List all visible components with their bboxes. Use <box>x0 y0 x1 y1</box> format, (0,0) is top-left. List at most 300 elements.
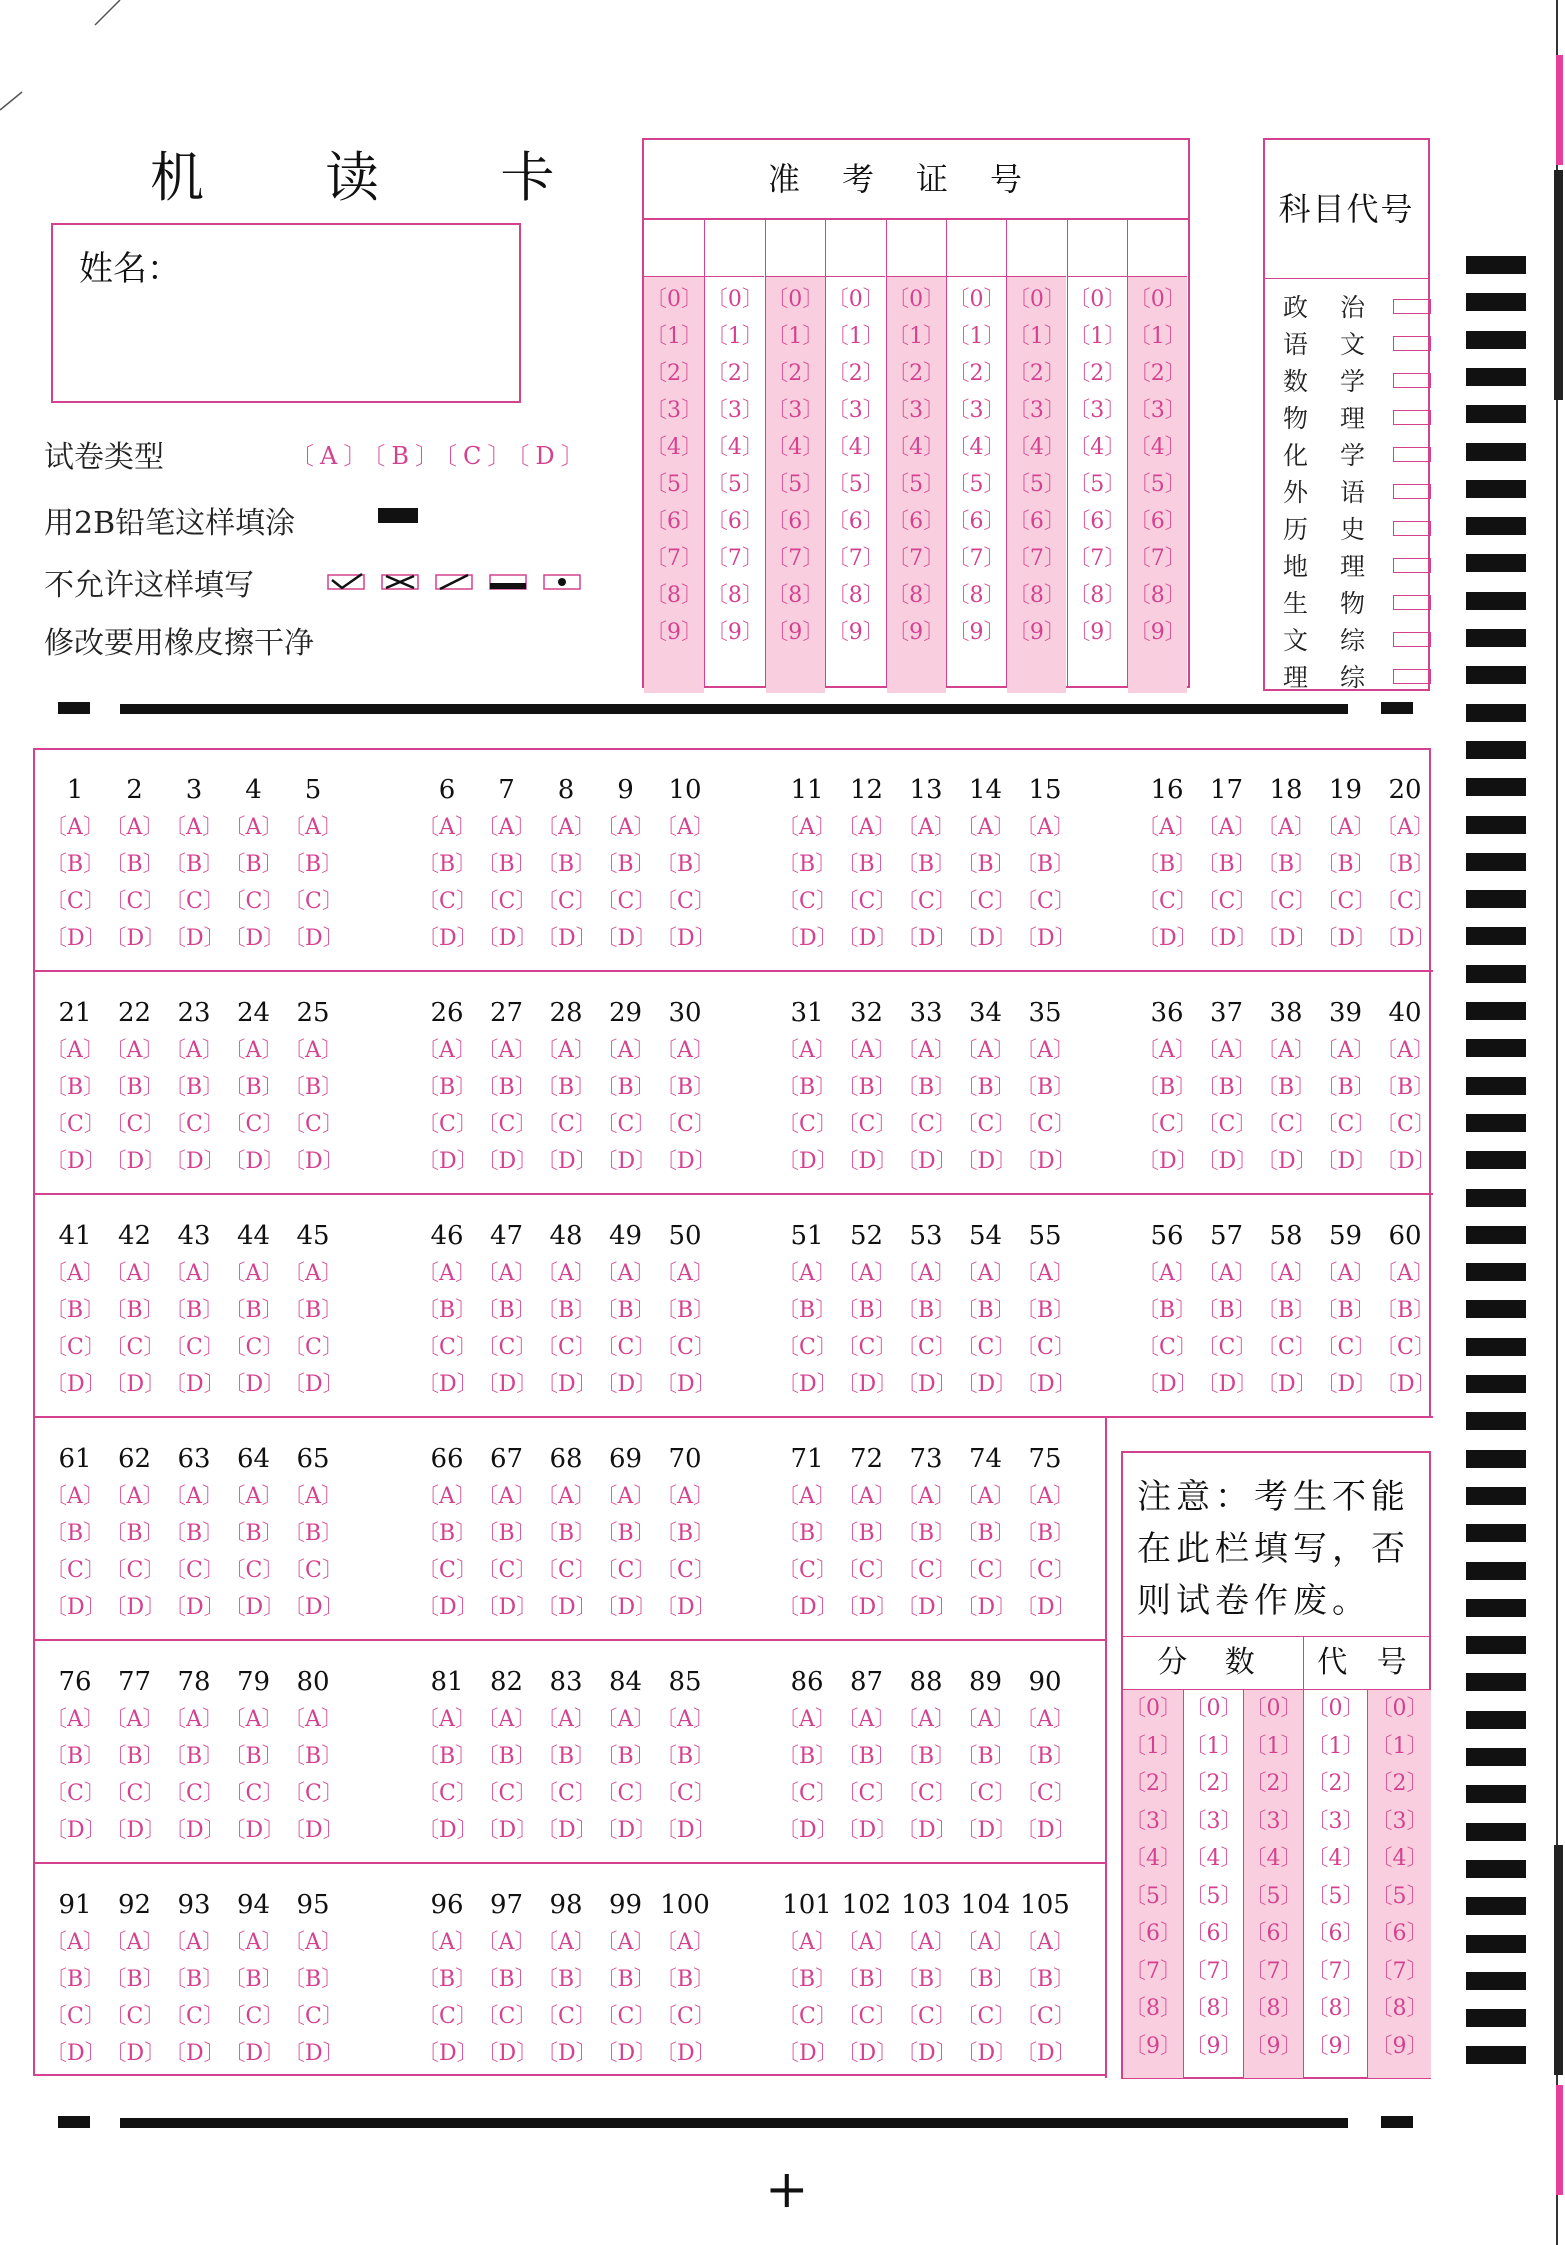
answer-bubble[interactable]: 〔A〕 <box>955 1261 1016 1286</box>
subject-row[interactable] <box>1283 658 1377 695</box>
answer-bubble[interactable]: 〔B〕 <box>1375 852 1436 877</box>
answer-bubble[interactable]: 〔D〕 <box>417 1595 479 1620</box>
answer-bubble[interactable]: 〔B〕 <box>896 1298 957 1323</box>
answer-bubble[interactable]: 〔D〕 <box>896 1149 958 1174</box>
subject-bubble[interactable] <box>1393 447 1431 462</box>
answer-bubble[interactable]: 〔D〕 <box>777 1595 839 1620</box>
answer-bubble[interactable]: 〔D〕 <box>536 1372 598 1397</box>
answer-bubble[interactable]: 〔B〕 <box>655 1075 716 1100</box>
exam-id-digit-bubble[interactable]: 〔1〕 <box>645 324 703 349</box>
answer-bubble[interactable]: 〔A〕 <box>1196 1038 1257 1063</box>
answer-bubble[interactable]: 〔D〕 <box>1015 926 1077 951</box>
answer-bubble[interactable]: 〔C〕 <box>417 1781 478 1806</box>
exam-id-digit-bubble[interactable]: 〔0〕 <box>826 287 885 312</box>
exam-id-digit-bubble[interactable]: 〔2〕 <box>645 361 703 386</box>
score-digit-bubble[interactable]: 〔5〕 <box>1124 1883 1182 1909</box>
answer-bubble[interactable]: 〔D〕 <box>104 1595 167 1620</box>
answer-bubble[interactable]: 〔C〕 <box>45 1781 106 1806</box>
answer-bubble[interactable]: 〔B〕 <box>1196 1298 1257 1323</box>
score-digit-bubble[interactable]: 〔4〕 <box>1124 1846 1182 1871</box>
answer-bubble[interactable]: 〔B〕 <box>104 1967 165 1992</box>
answer-bubble[interactable]: 〔A〕 <box>164 1261 224 1286</box>
answer-bubble[interactable]: 〔C〕 <box>223 1335 285 1360</box>
answer-bubble[interactable]: 〔A〕 <box>417 1484 477 1509</box>
answer-bubble[interactable]: 〔A〕 <box>164 1930 224 1955</box>
answer-bubble[interactable]: 〔D〕 <box>1315 1149 1378 1174</box>
exam-id-digit-bubble[interactable]: 〔0〕 <box>887 287 946 312</box>
answer-bubble[interactable]: 〔C〕 <box>595 2004 657 2029</box>
answer-bubble[interactable]: 〔A〕 <box>1015 1930 1075 1955</box>
score-digit-bubble[interactable]: 〔3〕 <box>1370 1808 1429 1834</box>
exam-id-digit-bubble[interactable]: 〔4〕 <box>705 435 764 460</box>
answer-bubble[interactable]: 〔B〕 <box>955 1744 1016 1769</box>
score-digit-bubble[interactable]: 〔7〕 <box>1370 1958 1429 1984</box>
answer-bubble[interactable]: 〔D〕 <box>283 2041 345 2066</box>
answer-bubble[interactable]: 〔C〕 <box>164 1335 225 1360</box>
answer-bubble[interactable]: 〔C〕 <box>417 1112 478 1137</box>
answer-bubble[interactable]: 〔B〕 <box>45 1744 106 1769</box>
answer-bubble[interactable]: 〔B〕 <box>104 1521 165 1546</box>
answer-bubble[interactable]: 〔C〕 <box>1315 1112 1377 1137</box>
subject-row[interactable] <box>1283 510 1377 547</box>
answer-bubble[interactable]: 〔A〕 <box>595 1707 656 1732</box>
exam-id-digit-bubble[interactable]: 〔3〕 <box>887 398 946 423</box>
exam-id-write-cell[interactable] <box>705 218 764 277</box>
score-digit-bubble[interactable]: 〔8〕 <box>1184 1996 1243 2021</box>
exam-id-digit-bubble[interactable]: 〔5〕 <box>1068 472 1127 497</box>
answer-bubble[interactable]: 〔A〕 <box>955 1930 1016 1955</box>
answer-bubble[interactable]: 〔D〕 <box>1015 1595 1077 1620</box>
answer-bubble[interactable]: 〔C〕 <box>595 1335 657 1360</box>
answer-bubble[interactable]: 〔A〕 <box>1375 1261 1435 1286</box>
answer-bubble[interactable]: 〔C〕 <box>283 1781 344 1806</box>
answer-bubble[interactable]: 〔A〕 <box>476 1484 537 1509</box>
answer-bubble[interactable]: 〔C〕 <box>595 1781 657 1806</box>
answer-bubble[interactable]: 〔D〕 <box>896 1818 958 1843</box>
exam-id-digit-bubble[interactable]: 〔5〕 <box>947 472 1006 497</box>
score-digit-bubble[interactable]: 〔2〕 <box>1184 1771 1243 1796</box>
answer-bubble[interactable]: 〔C〕 <box>223 2004 285 2029</box>
answer-bubble[interactable]: 〔A〕 <box>777 1707 837 1732</box>
answer-bubble[interactable]: 〔D〕 <box>283 1149 345 1174</box>
answer-bubble[interactable]: 〔A〕 <box>896 1707 956 1732</box>
answer-bubble[interactable]: 〔D〕 <box>417 1149 479 1174</box>
answer-bubble[interactable]: 〔A〕 <box>1137 815 1197 840</box>
answer-bubble[interactable]: 〔D〕 <box>164 1595 226 1620</box>
answer-bubble[interactable]: 〔A〕 <box>955 1038 1016 1063</box>
answer-bubble[interactable]: 〔A〕 <box>1256 815 1316 840</box>
exam-id-digit-bubble[interactable]: 〔2〕 <box>887 361 946 386</box>
answer-bubble[interactable]: 〔C〕 <box>896 1112 957 1137</box>
exam-id-digit-bubble[interactable]: 〔8〕 <box>826 583 885 608</box>
score-digit-bubble[interactable]: 〔9〕 <box>1306 2033 1365 2059</box>
answer-bubble[interactable]: 〔D〕 <box>955 926 1018 951</box>
answer-bubble[interactable]: 〔D〕 <box>655 1595 717 1620</box>
answer-bubble[interactable]: 〔D〕 <box>1196 1372 1259 1397</box>
answer-bubble[interactable]: 〔A〕 <box>536 1484 596 1509</box>
answer-bubble[interactable]: 〔B〕 <box>536 1075 597 1100</box>
answer-bubble[interactable]: 〔D〕 <box>777 926 839 951</box>
answer-bubble[interactable]: 〔D〕 <box>1256 1149 1318 1174</box>
exam-id-digit-bubble[interactable]: 〔2〕 <box>705 361 764 386</box>
score-digit-bubble[interactable]: 〔0〕 <box>1244 1696 1303 1721</box>
answer-bubble[interactable]: 〔B〕 <box>595 852 656 877</box>
exam-id-write-cell[interactable] <box>766 218 825 277</box>
answer-bubble[interactable]: 〔B〕 <box>476 1521 537 1546</box>
answer-bubble[interactable]: 〔C〕 <box>655 889 716 914</box>
answer-bubble[interactable]: 〔B〕 <box>164 1075 225 1100</box>
answer-bubble[interactable]: 〔A〕 <box>896 1930 956 1955</box>
answer-bubble[interactable]: 〔D〕 <box>536 1818 598 1843</box>
exam-id-digit-bubble[interactable]: 〔3〕 <box>705 398 764 423</box>
answer-bubble[interactable]: 〔B〕 <box>223 1744 284 1769</box>
answer-bubble[interactable]: 〔B〕 <box>283 1075 344 1100</box>
answer-bubble[interactable]: 〔A〕 <box>1137 1261 1197 1286</box>
answer-bubble[interactable]: 〔C〕 <box>1375 1335 1436 1360</box>
answer-bubble[interactable]: 〔B〕 <box>1015 1967 1076 1992</box>
answer-bubble[interactable]: 〔D〕 <box>45 1149 107 1174</box>
answer-bubble[interactable]: 〔C〕 <box>777 1112 838 1137</box>
answer-bubble[interactable]: 〔B〕 <box>1256 1075 1317 1100</box>
answer-bubble[interactable]: 〔D〕 <box>777 1818 839 1843</box>
exam-id-digit-bubble[interactable]: 〔3〕 <box>1128 398 1187 423</box>
answer-bubble[interactable]: 〔B〕 <box>1196 1075 1257 1100</box>
answer-bubble[interactable]: 〔B〕 <box>1375 1298 1436 1323</box>
answer-bubble[interactable]: 〔C〕 <box>836 1335 898 1360</box>
answer-bubble[interactable]: 〔D〕 <box>45 1818 107 1843</box>
answer-bubble[interactable]: 〔C〕 <box>896 2004 957 2029</box>
exam-id-digit-bubble[interactable]: 〔6〕 <box>1007 509 1066 534</box>
score-digit-bubble[interactable]: 〔9〕 <box>1370 2033 1429 2059</box>
exam-id-digit-bubble[interactable]: 〔5〕 <box>826 472 885 497</box>
answer-bubble[interactable]: 〔A〕 <box>283 1038 343 1063</box>
answer-bubble[interactable]: 〔C〕 <box>955 1112 1017 1137</box>
answer-bubble[interactable]: 〔C〕 <box>595 1558 657 1583</box>
answer-bubble[interactable]: 〔C〕 <box>777 1781 838 1806</box>
answer-bubble[interactable]: 〔A〕 <box>655 1038 715 1063</box>
answer-bubble[interactable]: 〔C〕 <box>777 1335 838 1360</box>
exam-id-digit-bubble[interactable]: 〔6〕 <box>947 509 1006 534</box>
subject-row[interactable] <box>1283 362 1377 399</box>
exam-id-digit-bubble[interactable]: 〔1〕 <box>1128 324 1187 349</box>
answer-bubble[interactable]: 〔C〕 <box>476 1112 538 1137</box>
answer-bubble[interactable]: 〔B〕 <box>595 1967 656 1992</box>
answer-bubble[interactable]: 〔A〕 <box>595 1484 656 1509</box>
score-digit-bubble[interactable]: 〔9〕 <box>1184 2033 1243 2059</box>
answer-bubble[interactable]: 〔D〕 <box>1315 926 1378 951</box>
score-digit-bubble[interactable]: 〔7〕 <box>1244 1958 1303 1984</box>
answer-bubble[interactable]: 〔D〕 <box>955 1818 1018 1843</box>
answer-bubble[interactable]: 〔B〕 <box>164 1521 225 1546</box>
answer-bubble[interactable]: 〔A〕 <box>1196 1261 1257 1286</box>
answer-bubble[interactable]: 〔C〕 <box>164 1781 225 1806</box>
answer-bubble[interactable]: 〔D〕 <box>164 1372 226 1397</box>
answer-bubble[interactable]: 〔B〕 <box>223 1521 284 1546</box>
answer-bubble[interactable]: 〔B〕 <box>1256 852 1317 877</box>
answer-bubble[interactable]: 〔B〕 <box>777 1298 838 1323</box>
exam-id-digit-bubble[interactable]: 〔1〕 <box>826 324 885 349</box>
answer-bubble[interactable]: 〔A〕 <box>595 815 656 840</box>
answer-bubble[interactable]: 〔A〕 <box>283 1707 343 1732</box>
answer-bubble[interactable]: 〔C〕 <box>223 1558 285 1583</box>
subject-bubble[interactable] <box>1393 595 1431 610</box>
answer-bubble[interactable]: 〔D〕 <box>1375 1149 1437 1174</box>
exam-id-digit-bubble[interactable]: 〔5〕 <box>1128 472 1187 497</box>
answer-bubble[interactable]: 〔B〕 <box>417 852 478 877</box>
exam-id-digit-bubble[interactable]: 〔2〕 <box>766 361 825 386</box>
answer-bubble[interactable]: 〔A〕 <box>896 1484 956 1509</box>
exam-id-digit-bubble[interactable]: 〔4〕 <box>947 435 1006 460</box>
exam-id-digit-bubble[interactable]: 〔1〕 <box>1068 324 1127 349</box>
exam-id-digit-bubble[interactable]: 〔6〕 <box>645 509 703 534</box>
exam-id-digit-bubble[interactable]: 〔8〕 <box>645 583 703 608</box>
answer-bubble[interactable]: 〔D〕 <box>1015 1372 1077 1397</box>
exam-id-digit-bubble[interactable]: 〔3〕 <box>1007 398 1066 423</box>
answer-bubble[interactable]: 〔C〕 <box>1196 1112 1258 1137</box>
subject-bubble[interactable] <box>1393 299 1431 314</box>
score-digit-bubble[interactable]: 〔0〕 <box>1124 1696 1182 1721</box>
answer-bubble[interactable]: 〔D〕 <box>1375 926 1437 951</box>
answer-bubble[interactable]: 〔A〕 <box>836 1707 897 1732</box>
score-digit-bubble[interactable]: 〔4〕 <box>1184 1846 1243 1871</box>
answer-bubble[interactable]: 〔D〕 <box>1015 2041 1077 2066</box>
answer-bubble[interactable]: 〔D〕 <box>536 2041 598 2066</box>
exam-id-digit-bubble[interactable]: 〔7〕 <box>766 546 825 571</box>
answer-bubble[interactable]: 〔C〕 <box>283 1558 344 1583</box>
answer-bubble[interactable]: 〔A〕 <box>1315 1038 1376 1063</box>
exam-id-digit-bubble[interactable]: 〔6〕 <box>766 509 825 534</box>
answer-bubble[interactable]: 〔D〕 <box>164 2041 226 2066</box>
answer-bubble[interactable]: 〔B〕 <box>777 1521 838 1546</box>
exam-id-digit-bubble[interactable]: 〔9〕 <box>887 620 946 645</box>
answer-bubble[interactable]: 〔B〕 <box>223 1298 284 1323</box>
answer-bubble[interactable]: 〔B〕 <box>955 1075 1016 1100</box>
answer-bubble[interactable]: 〔C〕 <box>104 1558 166 1583</box>
answer-bubble[interactable]: 〔B〕 <box>595 1075 656 1100</box>
exam-id-digit-bubble[interactable]: 〔1〕 <box>887 324 946 349</box>
answer-bubble[interactable]: 〔A〕 <box>595 1930 656 1955</box>
answer-bubble[interactable]: 〔A〕 <box>955 1484 1016 1509</box>
answer-bubble[interactable]: 〔C〕 <box>45 889 106 914</box>
answer-bubble[interactable]: 〔D〕 <box>1256 926 1318 951</box>
answer-bubble[interactable]: 〔D〕 <box>104 1149 167 1174</box>
answer-bubble[interactable]: 〔C〕 <box>417 889 478 914</box>
answer-bubble[interactable]: 〔C〕 <box>955 889 1017 914</box>
exam-id-digit-bubble[interactable]: 〔2〕 <box>826 361 885 386</box>
answer-bubble[interactable]: 〔B〕 <box>283 1298 344 1323</box>
answer-bubble[interactable]: 〔C〕 <box>595 889 657 914</box>
answer-bubble[interactable]: 〔A〕 <box>777 1930 837 1955</box>
answer-bubble[interactable]: 〔D〕 <box>45 926 107 951</box>
answer-bubble[interactable]: 〔C〕 <box>45 1335 106 1360</box>
answer-bubble[interactable]: 〔D〕 <box>1015 1149 1077 1174</box>
exam-id-digit-bubble[interactable]: 〔6〕 <box>1128 509 1187 534</box>
answer-bubble[interactable]: 〔D〕 <box>836 1149 899 1174</box>
answer-bubble[interactable]: 〔A〕 <box>896 815 956 840</box>
exam-id-digit-bubble[interactable]: 〔5〕 <box>645 472 703 497</box>
answer-bubble[interactable]: 〔A〕 <box>164 1038 224 1063</box>
answer-bubble[interactable]: 〔A〕 <box>476 1038 537 1063</box>
answer-bubble[interactable]: 〔D〕 <box>777 2041 839 2066</box>
subject-row[interactable] <box>1283 547 1377 584</box>
answer-bubble[interactable]: 〔D〕 <box>536 1595 598 1620</box>
answer-bubble[interactable]: 〔D〕 <box>223 1818 286 1843</box>
answer-bubble[interactable]: 〔D〕 <box>1256 1372 1318 1397</box>
score-digit-bubble[interactable]: 〔2〕 <box>1370 1771 1429 1796</box>
answer-bubble[interactable]: 〔D〕 <box>896 926 958 951</box>
answer-bubble[interactable]: 〔A〕 <box>1015 1707 1075 1732</box>
exam-id-digit-bubble[interactable]: 〔3〕 <box>1068 398 1127 423</box>
answer-bubble[interactable]: 〔B〕 <box>595 1521 656 1546</box>
answer-bubble[interactable]: 〔B〕 <box>655 852 716 877</box>
exam-id-digit-bubble[interactable]: 〔1〕 <box>705 324 764 349</box>
answer-bubble[interactable]: 〔C〕 <box>1196 889 1258 914</box>
answer-bubble[interactable]: 〔C〕 <box>655 2004 716 2029</box>
answer-bubble[interactable]: 〔C〕 <box>164 2004 225 2029</box>
exam-id-digit-bubble[interactable]: 〔9〕 <box>1007 620 1066 645</box>
exam-id-digit-bubble[interactable]: 〔2〕 <box>1128 361 1187 386</box>
answer-bubble[interactable]: 〔A〕 <box>45 1261 105 1286</box>
answer-bubble[interactable]: 〔B〕 <box>896 1521 957 1546</box>
score-digit-bubble[interactable]: 〔1〕 <box>1124 1733 1182 1759</box>
answer-bubble[interactable]: 〔C〕 <box>1137 1335 1198 1360</box>
answer-bubble[interactable]: 〔C〕 <box>104 1112 166 1137</box>
answer-bubble[interactable]: 〔D〕 <box>836 1818 899 1843</box>
answer-bubble[interactable]: 〔D〕 <box>223 926 286 951</box>
subject-bubble[interactable] <box>1393 373 1431 388</box>
answer-bubble[interactable]: 〔C〕 <box>1196 1335 1258 1360</box>
exam-id-digit-bubble[interactable]: 〔8〕 <box>1007 583 1066 608</box>
answer-bubble[interactable]: 〔A〕 <box>1375 1038 1435 1063</box>
answer-bubble[interactable]: 〔C〕 <box>955 1558 1017 1583</box>
answer-bubble[interactable]: 〔D〕 <box>283 1595 345 1620</box>
answer-bubble[interactable]: 〔D〕 <box>836 1595 899 1620</box>
answer-bubble[interactable]: 〔D〕 <box>476 2041 539 2066</box>
answer-bubble[interactable]: 〔B〕 <box>955 1521 1016 1546</box>
answer-bubble[interactable]: 〔B〕 <box>164 852 225 877</box>
answer-bubble[interactable]: 〔D〕 <box>104 1372 167 1397</box>
answer-bubble[interactable]: 〔D〕 <box>595 1818 658 1843</box>
answer-bubble[interactable]: 〔B〕 <box>223 1967 284 1992</box>
answer-bubble[interactable]: 〔B〕 <box>45 1521 106 1546</box>
score-digit-bubble[interactable]: 〔3〕 <box>1306 1808 1365 1834</box>
answer-bubble[interactable]: 〔B〕 <box>777 852 838 877</box>
answer-bubble[interactable]: 〔D〕 <box>476 1818 539 1843</box>
answer-bubble[interactable]: 〔A〕 <box>836 1484 897 1509</box>
answer-bubble[interactable]: 〔C〕 <box>1375 889 1436 914</box>
score-digit-bubble[interactable]: 〔6〕 <box>1244 1921 1303 1946</box>
answer-bubble[interactable]: 〔C〕 <box>655 1335 716 1360</box>
answer-bubble[interactable]: 〔B〕 <box>104 1075 165 1100</box>
answer-bubble[interactable]: 〔D〕 <box>777 1149 839 1174</box>
answer-bubble[interactable]: 〔C〕 <box>896 1558 957 1583</box>
answer-bubble[interactable]: 〔C〕 <box>1137 1112 1198 1137</box>
score-digit-bubble[interactable]: 〔2〕 <box>1244 1771 1303 1796</box>
exam-id-digit-bubble[interactable]: 〔0〕 <box>947 287 1006 312</box>
subject-row[interactable] <box>1283 436 1377 473</box>
answer-bubble[interactable]: 〔A〕 <box>1256 1261 1316 1286</box>
answer-bubble[interactable]: 〔D〕 <box>104 926 167 951</box>
answer-bubble[interactable]: 〔A〕 <box>836 1038 897 1063</box>
answer-bubble[interactable]: 〔A〕 <box>223 1707 284 1732</box>
answer-bubble[interactable]: 〔B〕 <box>536 1744 597 1769</box>
exam-id-digit-bubble[interactable]: 〔5〕 <box>1007 472 1066 497</box>
answer-bubble[interactable]: 〔C〕 <box>1375 1112 1436 1137</box>
exam-id-digit-bubble[interactable]: 〔1〕 <box>947 324 1006 349</box>
subject-bubble[interactable] <box>1393 558 1431 573</box>
answer-bubble[interactable]: 〔A〕 <box>223 815 284 840</box>
answer-bubble[interactable]: 〔B〕 <box>836 1521 897 1546</box>
answer-bubble[interactable]: 〔D〕 <box>655 1149 717 1174</box>
answer-bubble[interactable]: 〔D〕 <box>896 1372 958 1397</box>
answer-bubble[interactable]: 〔A〕 <box>955 815 1016 840</box>
exam-id-digit-bubble[interactable]: 〔3〕 <box>645 398 703 423</box>
answer-bubble[interactable]: 〔A〕 <box>896 1038 956 1063</box>
answer-bubble[interactable]: 〔C〕 <box>283 2004 344 2029</box>
answer-bubble[interactable]: 〔A〕 <box>655 1930 715 1955</box>
answer-bubble[interactable]: 〔B〕 <box>45 852 106 877</box>
answer-bubble[interactable]: 〔B〕 <box>1315 852 1376 877</box>
score-digit-bubble[interactable]: 〔7〕 <box>1306 1958 1365 1984</box>
answer-bubble[interactable]: 〔C〕 <box>1015 1781 1076 1806</box>
answer-bubble[interactable]: 〔A〕 <box>1315 1261 1376 1286</box>
answer-bubble[interactable]: 〔B〕 <box>836 1744 897 1769</box>
score-digit-bubble[interactable]: 〔3〕 <box>1244 1808 1303 1834</box>
answer-bubble[interactable]: 〔D〕 <box>536 926 598 951</box>
answer-bubble[interactable]: 〔A〕 <box>164 815 224 840</box>
answer-bubble[interactable]: 〔B〕 <box>896 1744 957 1769</box>
answer-bubble[interactable]: 〔B〕 <box>777 1967 838 1992</box>
exam-id-digit-bubble[interactable]: 〔8〕 <box>947 583 1006 608</box>
answer-bubble[interactable]: 〔A〕 <box>417 1261 477 1286</box>
exam-id-digit-bubble[interactable]: 〔8〕 <box>705 583 764 608</box>
exam-id-digit-bubble[interactable]: 〔9〕 <box>766 620 825 645</box>
answer-bubble[interactable]: 〔D〕 <box>417 1818 479 1843</box>
answer-bubble[interactable]: 〔B〕 <box>1015 1298 1076 1323</box>
answer-bubble[interactable]: 〔D〕 <box>896 1595 958 1620</box>
answer-bubble[interactable]: 〔C〕 <box>283 1335 344 1360</box>
answer-bubble[interactable]: 〔A〕 <box>955 1707 1016 1732</box>
answer-bubble[interactable]: 〔A〕 <box>1015 1484 1075 1509</box>
answer-bubble[interactable]: 〔A〕 <box>1256 1038 1316 1063</box>
exam-id-digit-bubble[interactable]: 〔8〕 <box>1128 583 1187 608</box>
answer-bubble[interactable]: 〔A〕 <box>777 815 837 840</box>
answer-bubble[interactable]: 〔B〕 <box>655 1521 716 1546</box>
answer-bubble[interactable]: 〔A〕 <box>104 815 165 840</box>
exam-id-digit-bubble[interactable]: 〔0〕 <box>705 287 764 312</box>
answer-bubble[interactable]: 〔B〕 <box>1375 1075 1436 1100</box>
exam-id-digit-bubble[interactable]: 〔9〕 <box>947 620 1006 645</box>
answer-bubble[interactable]: 〔C〕 <box>896 889 957 914</box>
exam-id-digit-bubble[interactable]: 〔4〕 <box>826 435 885 460</box>
score-digit-bubble[interactable]: 〔4〕 <box>1306 1846 1365 1871</box>
score-digit-bubble[interactable]: 〔0〕 <box>1184 1696 1243 1721</box>
answer-bubble[interactable]: 〔B〕 <box>1256 1298 1317 1323</box>
answer-bubble[interactable]: 〔C〕 <box>476 2004 538 2029</box>
answer-bubble[interactable]: 〔D〕 <box>1137 1372 1199 1397</box>
answer-bubble[interactable]: 〔C〕 <box>896 1781 957 1806</box>
answer-bubble[interactable]: 〔C〕 <box>1137 889 1198 914</box>
answer-bubble[interactable]: 〔C〕 <box>536 1781 597 1806</box>
exam-id-digit-bubble[interactable]: 〔3〕 <box>766 398 825 423</box>
subject-bubble[interactable] <box>1393 669 1431 684</box>
answer-bubble[interactable]: 〔D〕 <box>595 1372 658 1397</box>
answer-bubble[interactable]: 〔A〕 <box>536 1930 596 1955</box>
answer-bubble[interactable]: 〔C〕 <box>417 1335 478 1360</box>
exam-id-digit-bubble[interactable]: 〔7〕 <box>1128 546 1187 571</box>
score-digit-bubble[interactable]: 〔1〕 <box>1306 1733 1365 1759</box>
answer-bubble[interactable]: 〔C〕 <box>1015 2004 1076 2029</box>
